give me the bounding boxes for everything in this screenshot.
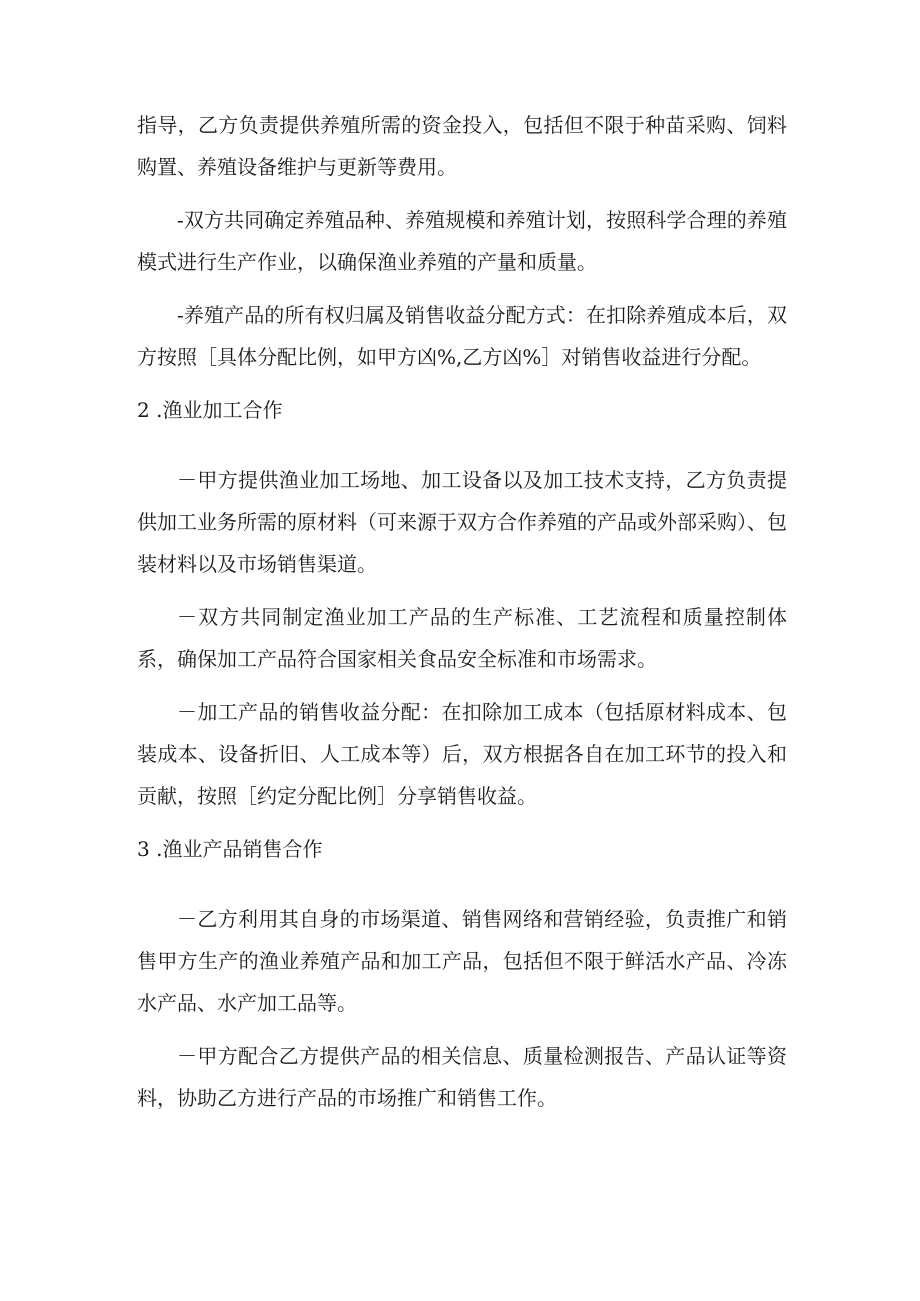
paragraph-sales-channels: －乙方利用其自身的市场渠道、销售网络和营销经验，负责推广和销售甲方生产的渔业养殖产品和加工产品，包括但不限于鲜活水产品、冷冻水产品、水产加工品等。 [137,907,787,1015]
document-body [137,104,787,1119]
paragraph-breeding-revenue: -养殖产品的所有权归属及销售收益分配方式：在扣除养殖成本后，双方按照［具体分配比例，如甲方凶%,乙方凶%］对销售收益进行分配。 [137,303,787,369]
paragraph-continuation: 指导，乙方负责提供养殖所需的资金投入，包括但不限于种苗采购、饲料购置、养殖设备维护与更新等费用。 [137,113,787,179]
section-heading-sales: 3 .渔业产品销售合作 [137,837,323,861]
paragraph-processing-roles: －甲方提供渔业加工场地、加工设备以及加工技术支持，乙方负责提供加工业务所需的原材料（可来源于双方合作养殖的产品或外部采购）、包装材料以及市场销售渠道。 [137,468,787,576]
section-heading-processing: 2 .渔业加工合作 [137,398,283,422]
paragraph-processing-revenue: －加工产品的销售收益分配：在扣除加工成本（包括原材料成本、包装成本、设备折旧、人工成本等）后，双方根据各自在加工环节的投入和贡献，按照［约定分配比例］分享销售收益。 [137,700,787,808]
paragraph-processing-standards: －双方共同制定渔业加工产品的生产标准、工艺流程和质量控制体系，确保加工产品符合国家相关食品安全标准和市场需求。 [137,605,787,671]
paragraph-breeding-plan: -双方共同确定养殖品种、养殖规模和养殖计划，按照科学合理的养殖模式进行生产作业，以确保渔业养殖的产量和质量。 [137,208,787,274]
paragraph-sales-support: －甲方配合乙方提供产品的相关信息、质量检测报告、产品认证等资料，协助乙方进行产品的市场推广和销售工作。 [137,1044,787,1110]
